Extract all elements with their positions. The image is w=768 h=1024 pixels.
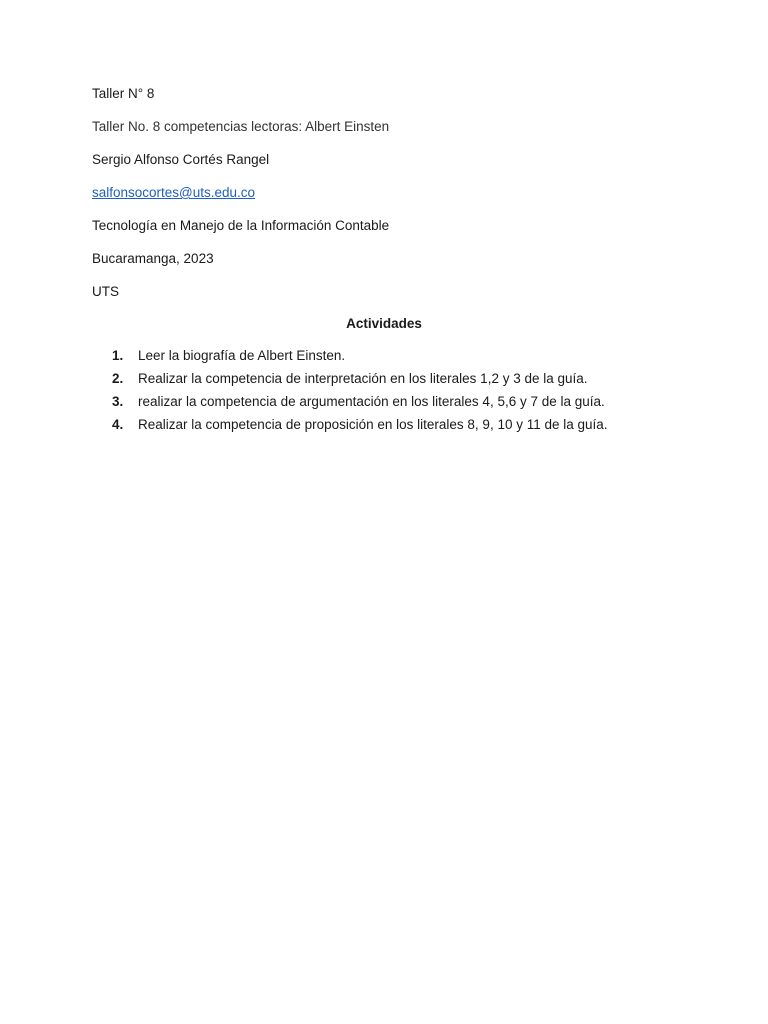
document-subtitle: Taller No. 8 competencias lectoras: Albert Einsten xyxy=(92,119,390,134)
activities-list xyxy=(112,348,608,440)
list-item xyxy=(112,394,608,417)
list-item xyxy=(112,348,608,371)
list-item xyxy=(112,417,608,440)
list-item-text: Leer la biografía de Albert Einsten. xyxy=(138,348,346,363)
author-name: Sergio Alfonso Cortés Rangel xyxy=(92,152,270,167)
list-item-text: Realizar la competencia de proposición en los literales 8, 9, 10 y 11 de la guía. xyxy=(138,417,608,432)
list-item-number: 4. xyxy=(112,417,124,432)
email-link[interactable]: salfonsocortes@uts.edu.co xyxy=(92,185,256,200)
list-item-number: 3. xyxy=(112,394,124,409)
list-item-text: realizar la competencia de argumentación en los literales 4, 5,6 y 7 de la guía. xyxy=(138,394,605,409)
document-title: Taller N° 8 xyxy=(92,86,155,101)
place-date: Bucaramanga, 2023 xyxy=(92,251,214,266)
list-item-text: Realizar la competencia de interpretación en los literales 1,2 y 3 de la guía. xyxy=(138,371,588,386)
institution-name: UTS xyxy=(92,284,119,299)
list-item xyxy=(112,371,608,394)
activities-heading: Actividades xyxy=(346,316,422,331)
list-item-number: 1. xyxy=(112,348,124,363)
program-name: Tecnología en Manejo de la Información Contable xyxy=(92,218,390,233)
list-item-number: 2. xyxy=(112,371,124,386)
